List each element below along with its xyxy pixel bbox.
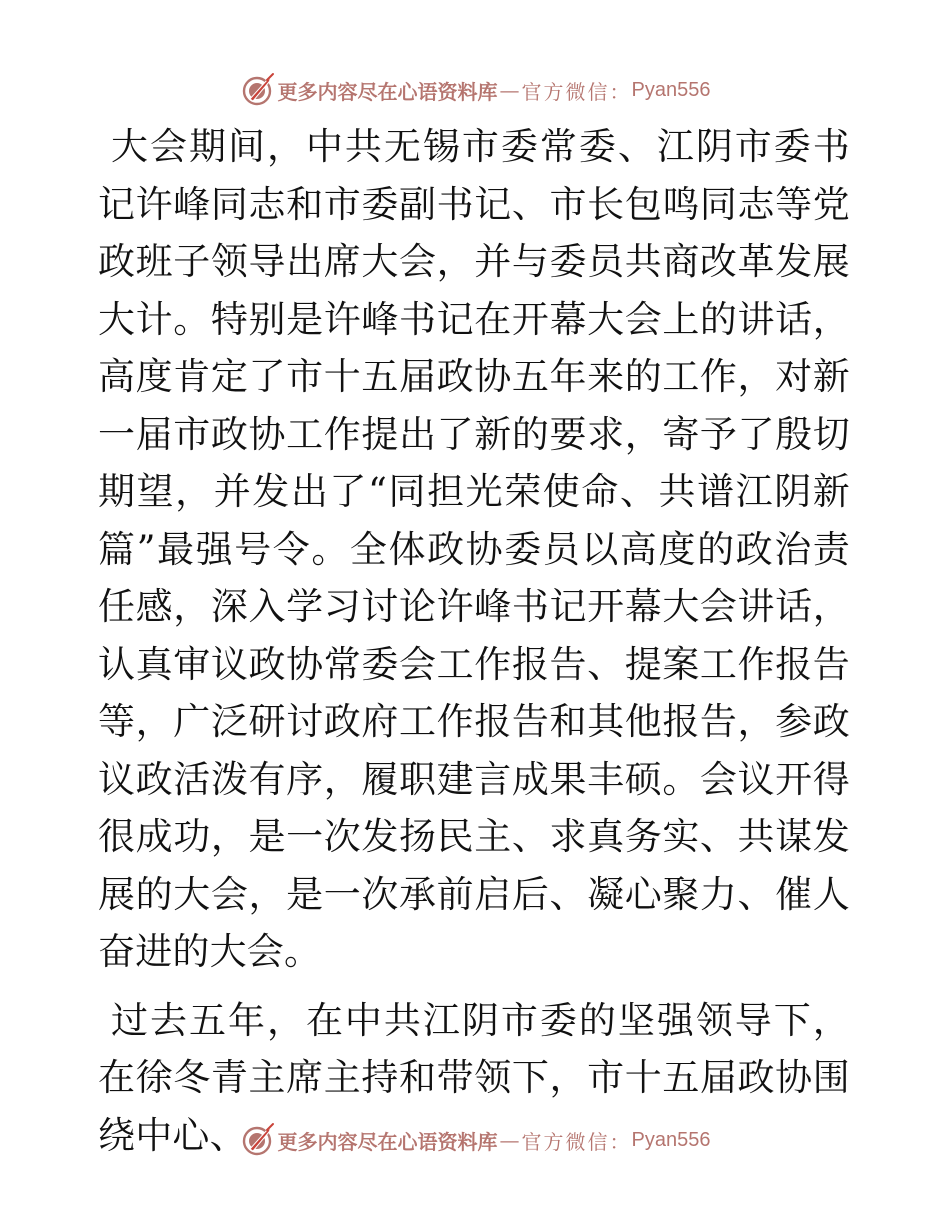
paragraph-2: 过去五年，在中共江阴市委的坚强领导下，在徐冬青主席主持和带领下，市十五届政协围绕中心、	[98, 998, 850, 1157]
footer-watermark	[0, 1120, 950, 1160]
watermark-site-text: 更多内容尽在心语资料库	[277, 79, 498, 104]
watermark-wechat-id: Pyan556	[631, 78, 711, 101]
watermark-wechat-id: Pyan556	[631, 1128, 711, 1151]
paragraph-1: 大会期间，中共无锡市委常委、江阴市委书记许峰同志和市委副书记、市长包鸣同志等党政班子领导出席大会，并与委员共商改革发展大计。特别是许峰书记在开幕大会上的讲话，高度肯定了市十五届政协五年来的工作，对新一届市政协工作提出了新的要求，寄予了殷切期望，并发出了“同担光荣使命、共谱江阴新篇”最强号令。全体政协委员以高度的政治责任感，深入学习讨论许峰书记开幕大会讲话，认真审议政协常委会工作报告、提案工作报告等，广泛研讨政府工作报告和其他报告，参政议政活泼有序，履职建言成果丰硕。会议开得很成功，是一次发扬民主、求真务实、共谋发展的大会，是一次承前启后、凝心聚力、催人奋进的大会。	[98, 125, 850, 973]
quill-pen-logo-icon	[240, 1122, 276, 1158]
watermark-wechat-label: 官方微信：	[521, 79, 632, 104]
watermark-dash: —	[499, 78, 520, 102]
quill-pen-logo-icon	[240, 72, 276, 108]
header-watermark	[0, 70, 950, 110]
document-body	[98, 118, 850, 1164]
watermark-wechat-label: 官方微信：	[521, 1129, 632, 1154]
watermark-dash: —	[499, 1128, 520, 1152]
watermark-site-text: 更多内容尽在心语资料库	[277, 1129, 498, 1154]
